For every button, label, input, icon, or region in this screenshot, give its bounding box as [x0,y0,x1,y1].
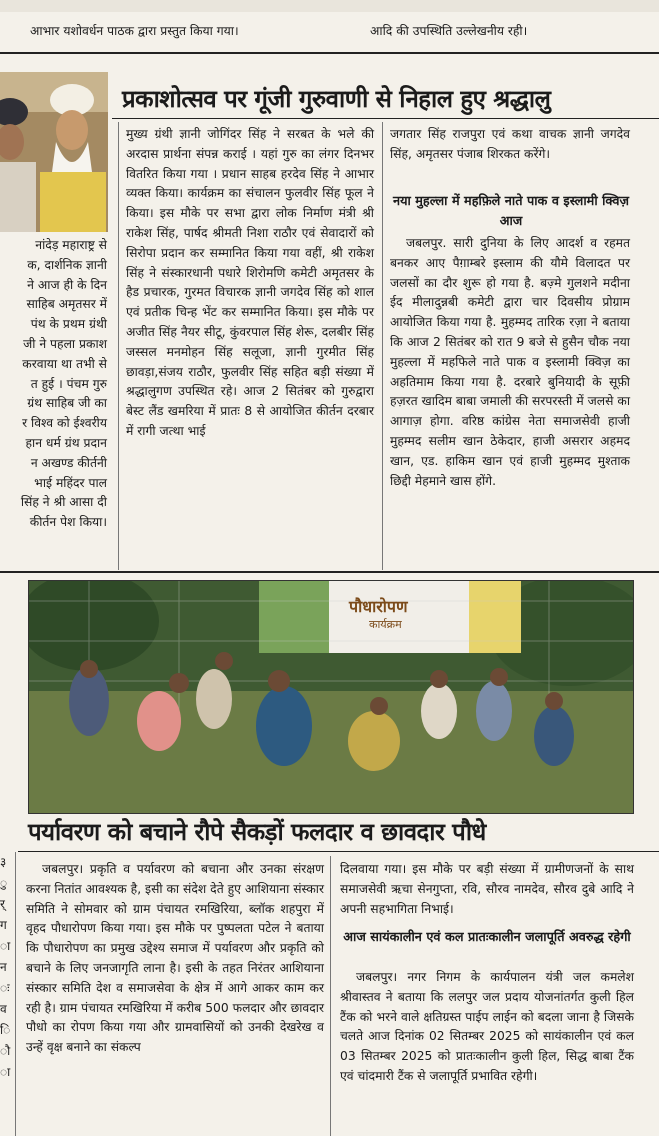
edge-char: ३ [0,855,7,869]
fragment-line: जी ने पहला प्रकाश [23,336,107,351]
article4-body: जबलपुर। नगर निगम के कार्यपालन यंत्री जल कमलेश श्रीवास्तव ने बताया कि ललपुर जल प्रदाय योजनांतर्गत कुली हिल टैंक को भरने वाले क्षतिग्रस्त पाईप लाईन को बदला जाना है जिसके चलते आज दिनांक 02 सितम्बर 2025 को सायंकालीन एवं कल 03 सितम्बर 2025 को प्रातःकालीन कुली हिल, सिद्ध बाबा टैंक एवं चांदमारी टैंक से जलापूर्ति प्रभावित रहेगी। [340,970,634,1083]
article1-left-fragment [0,236,111,566]
fragment-line: सिंह ने श्री आसा दी [20,495,107,510]
article1-headline: प्रकाशोत्सव पर गूंजी गुरुवाणी से निहाल हुए श्रद्धालु [122,85,551,113]
edge-char: ः [0,981,10,995]
edge-char: र् [0,897,5,911]
fragment-line: साहिब अमृतसर में [26,297,107,312]
article2-subhead: नया मुहल्ला में महफ़िले नाते पाक व इस्लामी क्विज़ आज [392,194,629,229]
section-divider [0,571,659,573]
article3-left-column: जबलपुर। प्रकृति व पर्यावरण को बचाना और उनका संरक्षण करना नितांत आवश्यक है, इसी का संदेश देते हुए आशियाना संस्कार समिति ने सोमवार को ग्राम पंचायत रमखिरिया, ब्लॉक शहपुरा में वृहद पौधारोपण किया गया। इस मौके पर पुष्पलता पटेल ने बताया कि पौधारोपण का प्रमुख उद्देश्य समाज में पर्यावरण और प्रकृति को बचाने के लिए जनजागृति लाना है। इसी के तहत निरंतर आशियाना संस्कार समिति देश व समाजसेवा के क्षेत्र में आगे आकर काम कर रही है। ग्राम पंचायत रमखिरिया में करीब 500 फलदार और छावदार पौधो का रोपण किया गया और ग्रामवासियों को उनकी देखरेख व उन्हें वृक्ष बनाने का संकल्प [26,862,324,1055]
article1-middle-column: मुख्य ग्रंथी ज्ञानी जोगिंदर सिंह ने सरबत के भले की अरदास प्रार्थना संपन्न कराई । यहां गुरु का लंगर दिनभर वितरित किया गया । प्रधान साहब हरदेव सिंह ने आभार व्यक्त किया। कार्यक्रम का संचालन फुलवीर सिंह फूल ने किया। इस मौके पर सभा द्वारा लोक निर्माण मंत्री श्री राकेश सिंह, पार्षद श्रीमती निशा राठौर एवं सेवादारों को सिरोपा प्रदान कर सम्मानित किया गया वहीं, श्री राकेश सिंह ने संस्कारधानी पधारे शिरोमणि कमेटी अमृतसर के हैड प्रचारक, गुरमत विचारक ज्ञानी जगदेव सिंह को शाल एवं प्रतीक चिन्ह भेंट कर सम्मानित किया। इस मौके पर अजीत सिंह नैयर सीटू, कुंवरपाल सिंह शेरू, दलबीर सिंह जस्सल मनमोहन सिंह सलूजा, ज्ञानी गुरमीत सिंह छावड़ा,संजय राठौर, फुलवीर सिंह सहित बड़ी संख्या में श्रद्धालुगण उपस्थित रहे। आज 2 सितंबर को गुरुद्वारा बेस्ट लैंड खमरिया में प्रातः 8 से आयोजित कीर्तन दरबार में रागी जत्था भाई [126,127,374,438]
fragment-line: पंथ के प्रथम ग्रंथी [30,317,107,332]
edge-char: ु [0,876,8,890]
article3-right-column: दिलवाया गया। इस मौके पर बड़ी संख्या में ग्रामीणजनों के साथ समाजसेवी ऋचा सेनगुप्ता, रवि, सौरव नामदेव, सौरव दुबे आदि ने अपनी सहभागिता निभाई। [340,862,634,916]
top-divider [0,52,659,54]
headline1-underline [112,118,659,119]
top-left-line: आभार यशोवर्धन पाठक द्वारा प्रस्तुत किया गया। [30,24,239,38]
col-divider-1 [118,122,119,570]
article4-subhead: आज सायंकालीन एवं कल प्रातःकालीन जलापूर्ति अवरुद्ध रहेगी [343,930,631,945]
top-cutoff [0,0,659,12]
banner-subtitle: कार्यक्रम [369,618,402,631]
edge-char: व [0,1002,7,1016]
banner-title: पौधारोपण [349,597,408,616]
fragment-line: कीर्तन पेश किया। [29,515,107,530]
edge-divider [15,852,16,1136]
fragment-line: र विश्व को ईश्वरीय [22,416,107,431]
edge-char: ा [0,939,11,953]
col-divider-3 [330,856,331,1136]
gurudwara-photo [0,72,108,232]
edge-char: न [0,960,7,974]
edge-char: ग [0,918,7,932]
edge-char: ौ [0,1044,11,1058]
fragment-line: क, दार्शनिक ज्ञानी [27,257,107,272]
fragment-line: करवाया था तभी से [22,356,107,371]
fragment-line: ग्रंथ साहिब जी का [27,396,107,411]
plantation-photo [28,580,634,814]
fragment-line: ने आज ही के दिन [27,277,107,292]
headline3-underline [18,851,659,852]
fragment-line: हान धर्म ग्रंथ प्रदान [25,435,107,450]
fragment-line: भाई महिंदर पाल [34,475,107,490]
edge-char: ि [0,1023,11,1037]
fragment-line: त हुई । पंचम गुरु [30,376,107,391]
col-divider-2 [382,122,383,570]
top-right-line: आदि की उपस्थिति उल्लेखनीय रही। [370,24,528,38]
article1-right-column: जगतार सिंह राजपुरा एवं कथा वाचक ज्ञानी जगदेव सिंह, अमृतसर पंजाब शिरकत करेंगे। [390,127,630,161]
fragment-line: नांदेड़ महाराष्ट्र से [35,238,107,252]
left-edge-fragment [0,852,14,1083]
article2-body: जबलपुर. सारी दुनिया के लिए आदर्श व रहमत बनकर आए पैग़ाम्बरे इस्लाम की यौमे विलादत पर जलसों का दौर शुरू हो गया है. बज़्मे गुलशने मदीना ईद मीलादुन्नबी कमेटी द्वारा चार दिवसीय प्रोग्राम आयोजित किया गया है. मुहम्मद तारिक रज़ा ने बताया कि आज 2 सितंबर को रात 9 बजे से हुसैन चौक नया मुहल्ला में महफिले नाते पाक व इस्लामी क्विज़ का अहतिमाम किया गया है. दरबारे बुनियादी के सूफ़ी हज़रत खादिम बाबा जमाली की सरपरस्ती में जलसे का आगाज़ होगा. वरिष्ठ कांग्रेस नेता समाजसेवी हाजी मुहम्मद सलीम खान ठेकेदार, हाजी असरार अहमद खान, एड. हाकिम खान एवं हाजी मुहम्मद मुश्ताक छिद्दी मेहमाने खास होंगे. [390,236,630,488]
edge-char: ा [0,1065,11,1079]
fragment-line: न अखण्ड कीर्तनी [30,455,107,470]
article3-headline: पर्यावरण को बचाने रौपे सैकड़ों फलदार व छावदार पौधे [28,818,486,846]
